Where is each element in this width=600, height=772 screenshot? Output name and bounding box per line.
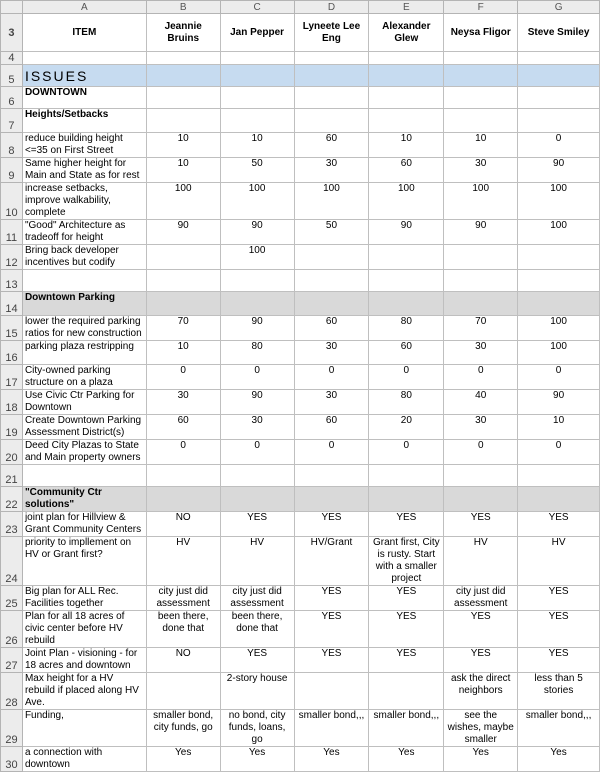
value-cell[interactable] [294, 245, 369, 270]
value-cell[interactable] [294, 109, 369, 133]
item-cell[interactable]: ISSUES [22, 65, 146, 87]
value-cell[interactable]: 0 [146, 440, 220, 465]
table-row [1, 65, 600, 87]
value-cell[interactable]: Yes [220, 747, 294, 772]
column-header-e[interactable]: E [369, 1, 444, 14]
item-cell[interactable]: City-owned parking structure on a plaza [22, 365, 146, 390]
value-cell[interactable]: 0 [220, 365, 294, 390]
value-cell[interactable]: 30 [294, 390, 369, 415]
value-cell[interactable] [220, 87, 294, 109]
value-cell[interactable]: 90 [518, 158, 600, 183]
value-cell[interactable] [146, 109, 220, 133]
value-cell[interactable]: YES [444, 512, 518, 537]
value-cell[interactable]: 60 [146, 415, 220, 440]
row-header[interactable]: 14 [1, 292, 23, 316]
value-cell[interactable]: 80 [369, 390, 444, 415]
value-cell[interactable] [220, 465, 294, 487]
item-cell[interactable]: "Good" Architecture as tradeoff for height [22, 220, 146, 245]
value-cell[interactable] [220, 65, 294, 87]
table-row [1, 440, 600, 465]
value-cell[interactable]: YES [444, 611, 518, 648]
value-cell[interactable]: 100 [444, 183, 518, 220]
table-row [1, 512, 600, 537]
value-cell[interactable] [294, 487, 369, 512]
value-cell[interactable]: YES [518, 586, 600, 611]
table-row [1, 292, 600, 316]
value-cell[interactable] [444, 65, 518, 87]
value-cell[interactable]: Grant first, City is rusty. Start with a smaller project [369, 537, 444, 586]
value-cell[interactable] [444, 245, 518, 270]
value-cell[interactable]: 30 [294, 158, 369, 183]
value-cell[interactable]: YES [369, 648, 444, 673]
value-cell[interactable]: 80 [220, 341, 294, 365]
value-cell[interactable] [146, 87, 220, 109]
value-cell[interactable]: 50 [294, 220, 369, 245]
value-cell[interactable] [294, 65, 369, 87]
value-cell[interactable]: 40 [444, 390, 518, 415]
value-cell[interactable]: 10 [146, 158, 220, 183]
value-cell[interactable]: 30 [444, 415, 518, 440]
value-cell[interactable]: 100 [294, 183, 369, 220]
value-cell[interactable]: 100 [220, 245, 294, 270]
table-row [1, 537, 600, 586]
item-cell[interactable]: a connection with downtown [22, 747, 146, 772]
item-cell[interactable]: Use Civic Ctr Parking for Downtown [22, 390, 146, 415]
value-cell[interactable] [369, 487, 444, 512]
value-cell[interactable] [220, 52, 294, 65]
value-cell[interactable]: city just did assessment [220, 586, 294, 611]
row-header[interactable]: 27 [1, 648, 23, 673]
value-cell[interactable] [220, 292, 294, 316]
value-cell[interactable] [294, 292, 369, 316]
table-row [1, 341, 600, 365]
item-cell[interactable]: priority to impllement on HV or Grant first? [22, 537, 146, 586]
header-cell-alexander-glew[interactable]: Alexander Glew [369, 14, 444, 52]
value-cell[interactable]: 0 [444, 440, 518, 465]
row-header[interactable]: 22 [1, 487, 23, 512]
value-cell[interactable]: 90 [146, 220, 220, 245]
value-cell[interactable] [369, 109, 444, 133]
value-cell[interactable] [369, 65, 444, 87]
table-row [1, 220, 600, 245]
item-cell[interactable] [22, 270, 146, 292]
value-cell[interactable] [146, 673, 220, 710]
value-cell[interactable]: YES [518, 648, 600, 673]
value-cell[interactable]: 100 [518, 183, 600, 220]
value-cell[interactable]: YES [294, 512, 369, 537]
value-cell[interactable]: 100 [518, 341, 600, 365]
value-cell[interactable]: 10 [369, 133, 444, 158]
row-header[interactable]: 18 [1, 390, 23, 415]
item-cell[interactable]: Create Downtown Parking Assessment District(s) [22, 415, 146, 440]
value-cell[interactable] [518, 245, 600, 270]
value-cell[interactable]: 90 [444, 220, 518, 245]
value-cell[interactable] [369, 52, 444, 65]
value-cell[interactable] [518, 65, 600, 87]
value-cell[interactable]: 10 [146, 133, 220, 158]
row-header[interactable]: 17 [1, 365, 23, 390]
item-cell[interactable]: Funding, [22, 710, 146, 747]
value-cell[interactable]: 90 [220, 220, 294, 245]
value-cell[interactable]: see the wishes, maybe smaller [444, 710, 518, 747]
table-row [1, 245, 600, 270]
value-cell[interactable]: Yes [518, 747, 600, 772]
item-cell[interactable] [22, 52, 146, 65]
value-cell[interactable]: 0 [444, 365, 518, 390]
value-cell[interactable]: YES [220, 512, 294, 537]
value-cell[interactable]: smaller bond,,, [369, 710, 444, 747]
value-cell[interactable] [369, 465, 444, 487]
value-cell[interactable]: city just did assessment [146, 586, 220, 611]
value-cell[interactable] [369, 87, 444, 109]
value-cell[interactable] [518, 87, 600, 109]
item-cell[interactable]: Max height for a HV rebuild if placed along HV Ave. [22, 673, 146, 710]
column-header-a[interactable]: A [22, 1, 146, 14]
row-header[interactable]: 26 [1, 611, 23, 648]
value-cell[interactable]: 90 [518, 390, 600, 415]
item-cell[interactable]: parking plaza restripping [22, 341, 146, 365]
select-all-corner[interactable] [1, 1, 23, 14]
value-cell[interactable]: city just did assessment [444, 586, 518, 611]
row-header[interactable]: 16 [1, 341, 23, 365]
value-cell[interactable]: smaller bond,,, [294, 710, 369, 747]
column-header-f[interactable]: F [444, 1, 518, 14]
value-cell[interactable] [444, 270, 518, 292]
table-row [1, 487, 600, 512]
value-cell[interactable] [146, 52, 220, 65]
table-row [1, 158, 600, 183]
row-header[interactable]: 20 [1, 440, 23, 465]
value-cell[interactable]: 30 [444, 158, 518, 183]
table-row [1, 390, 600, 415]
value-cell[interactable] [220, 109, 294, 133]
row-header[interactable]: 8 [1, 133, 23, 158]
value-cell[interactable]: 10 [220, 133, 294, 158]
value-cell[interactable] [220, 487, 294, 512]
item-cell[interactable]: Big plan for ALL Rec. Facilities together [22, 586, 146, 611]
item-cell[interactable]: lower the required parking ratios for new construction [22, 316, 146, 341]
value-cell[interactable]: HV [146, 537, 220, 586]
value-cell[interactable] [518, 109, 600, 133]
header-cell-steve-smiley[interactable]: Steve Smiley [518, 14, 600, 52]
table-row [1, 710, 600, 747]
row-header[interactable]: 21 [1, 465, 23, 487]
value-cell[interactable]: 70 [146, 316, 220, 341]
value-cell[interactable] [146, 270, 220, 292]
value-cell[interactable]: YES [220, 648, 294, 673]
value-cell[interactable] [444, 52, 518, 65]
value-cell[interactable]: 60 [294, 415, 369, 440]
header-row [1, 14, 600, 52]
value-cell[interactable]: 0 [369, 440, 444, 465]
item-cell[interactable]: Plan for all 18 acres of civic center before HV rebuild [22, 611, 146, 648]
row-header[interactable]: 12 [1, 245, 23, 270]
value-cell[interactable]: 30 [444, 341, 518, 365]
value-cell[interactable]: 60 [294, 133, 369, 158]
table-row [1, 270, 600, 292]
value-cell[interactable]: 50 [220, 158, 294, 183]
value-cell[interactable]: 100 [518, 220, 600, 245]
row-header[interactable]: 9 [1, 158, 23, 183]
row-header[interactable]: 28 [1, 673, 23, 710]
value-cell[interactable]: been there, done that [146, 611, 220, 648]
table-row [1, 648, 600, 673]
column-header-row [1, 1, 600, 14]
header-cell-jeannie-bruins[interactable]: Jeannie Bruins [146, 14, 220, 52]
value-cell[interactable] [444, 465, 518, 487]
value-cell[interactable]: 10 [444, 133, 518, 158]
value-cell[interactable]: YES [518, 512, 600, 537]
value-cell[interactable]: 100 [146, 183, 220, 220]
value-cell[interactable]: Yes [444, 747, 518, 772]
row-header[interactable]: 5 [1, 65, 23, 87]
value-cell[interactable] [518, 292, 600, 316]
item-cell[interactable]: Deed City Plazas to State and Main property owners [22, 440, 146, 465]
value-cell[interactable] [146, 245, 220, 270]
value-cell[interactable]: 70 [444, 316, 518, 341]
header-cell-lyneete-lee-eng[interactable]: Lyneete Lee Eng [294, 14, 369, 52]
row-header[interactable]: 30 [1, 747, 23, 772]
row-header[interactable]: 3 [1, 14, 23, 52]
row-header[interactable]: 24 [1, 537, 23, 586]
table-row [1, 365, 600, 390]
value-cell[interactable] [146, 465, 220, 487]
value-cell[interactable]: 0 [518, 133, 600, 158]
value-cell[interactable] [444, 109, 518, 133]
value-cell[interactable]: 10 [518, 415, 600, 440]
value-cell[interactable]: ask the direct neighbors [444, 673, 518, 710]
item-cell[interactable]: Same higher height for Main and State as for rest [22, 158, 146, 183]
value-cell[interactable] [146, 292, 220, 316]
item-cell[interactable]: Bring back developer incentives but codify [22, 245, 146, 270]
value-cell[interactable]: YES [294, 586, 369, 611]
table-row [1, 133, 600, 158]
value-cell[interactable]: 0 [294, 440, 369, 465]
table-row [1, 87, 600, 109]
value-cell[interactable] [146, 65, 220, 87]
value-cell[interactable] [518, 487, 600, 512]
value-cell[interactable] [294, 270, 369, 292]
value-cell[interactable]: 60 [294, 316, 369, 341]
value-cell[interactable]: no bond, city funds, loans, go [220, 710, 294, 747]
row-header[interactable]: 10 [1, 183, 23, 220]
row-header[interactable]: 23 [1, 512, 23, 537]
column-header-g[interactable]: G [518, 1, 600, 14]
value-cell[interactable]: less than 5 stories [518, 673, 600, 710]
value-cell[interactable]: Yes [146, 747, 220, 772]
value-cell[interactable]: 30 [146, 390, 220, 415]
table-row [1, 183, 600, 220]
value-cell[interactable]: YES [294, 648, 369, 673]
value-cell[interactable] [444, 487, 518, 512]
value-cell[interactable]: NO [146, 512, 220, 537]
value-cell[interactable]: YES [294, 611, 369, 648]
table-row [1, 316, 600, 341]
table-row [1, 611, 600, 648]
value-cell[interactable]: 60 [369, 341, 444, 365]
value-cell[interactable]: Yes [369, 747, 444, 772]
value-cell[interactable] [294, 52, 369, 65]
value-cell[interactable]: HV/Grant [294, 537, 369, 586]
table-row [1, 747, 600, 772]
value-cell[interactable] [369, 292, 444, 316]
value-cell[interactable]: YES [518, 611, 600, 648]
value-cell[interactable] [369, 673, 444, 710]
value-cell[interactable]: 0 [518, 365, 600, 390]
table-row [1, 586, 600, 611]
value-cell[interactable]: YES [444, 648, 518, 673]
item-cell[interactable]: DOWNTOWN [22, 87, 146, 109]
item-cell[interactable]: reduce building height <=35 on First Street [22, 133, 146, 158]
value-cell[interactable]: been there, done that [220, 611, 294, 648]
value-cell[interactable]: 10 [146, 341, 220, 365]
value-cell[interactable]: 90 [369, 220, 444, 245]
item-cell[interactable]: Downtown Parking [22, 292, 146, 316]
value-cell[interactable]: 0 [146, 365, 220, 390]
table-row [1, 52, 600, 65]
value-cell[interactable] [294, 87, 369, 109]
value-cell[interactable]: 0 [294, 365, 369, 390]
value-cell[interactable] [369, 245, 444, 270]
value-cell[interactable]: HV [220, 537, 294, 586]
value-cell[interactable]: 0 [369, 365, 444, 390]
value-cell[interactable]: 100 [518, 316, 600, 341]
column-header-d[interactable]: D [294, 1, 369, 14]
value-cell[interactable]: NO [146, 648, 220, 673]
row-header[interactable]: 13 [1, 270, 23, 292]
value-cell[interactable] [444, 292, 518, 316]
value-cell[interactable] [369, 270, 444, 292]
item-cell[interactable]: Heights/Setbacks [22, 109, 146, 133]
value-cell[interactable]: smaller bond,,, [518, 710, 600, 747]
value-cell[interactable]: 90 [220, 316, 294, 341]
value-cell[interactable]: 60 [369, 158, 444, 183]
item-cell[interactable]: joint plan for Hillview & Grant Community Centers [22, 512, 146, 537]
row-header[interactable]: 19 [1, 415, 23, 440]
value-cell[interactable] [518, 52, 600, 65]
header-cell-jan-pepper[interactable]: Jan Pepper [220, 14, 294, 52]
table-row [1, 465, 600, 487]
value-cell[interactable]: YES [369, 611, 444, 648]
value-cell[interactable]: 30 [220, 415, 294, 440]
value-cell[interactable]: YES [369, 586, 444, 611]
value-cell[interactable]: HV [518, 537, 600, 586]
column-header-c[interactable]: C [220, 1, 294, 14]
table-row [1, 673, 600, 710]
column-header-b[interactable]: B [146, 1, 220, 14]
value-cell[interactable]: 90 [220, 390, 294, 415]
value-cell[interactable]: 2-story house [220, 673, 294, 710]
value-cell[interactable]: 100 [369, 183, 444, 220]
value-cell[interactable] [444, 87, 518, 109]
row-header[interactable]: 25 [1, 586, 23, 611]
row-header[interactable]: 4 [1, 52, 23, 65]
value-cell[interactable] [220, 270, 294, 292]
value-cell[interactable] [294, 465, 369, 487]
header-cell-neysa-fligor[interactable]: Neysa Fligor [444, 14, 518, 52]
value-cell[interactable] [518, 465, 600, 487]
row-header[interactable]: 7 [1, 109, 23, 133]
row-header[interactable]: 15 [1, 316, 23, 341]
value-cell[interactable]: 0 [518, 440, 600, 465]
row-header[interactable]: 11 [1, 220, 23, 245]
value-cell[interactable]: Yes [294, 747, 369, 772]
row-header[interactable]: 29 [1, 710, 23, 747]
value-cell[interactable]: YES [369, 512, 444, 537]
table-row [1, 109, 600, 133]
item-cell[interactable]: "Community Ctr solutions" [22, 487, 146, 512]
item-cell[interactable]: increase setbacks, improve walkability, complete [22, 183, 146, 220]
value-cell[interactable]: 30 [294, 341, 369, 365]
value-cell[interactable] [518, 270, 600, 292]
value-cell[interactable]: smaller bond, city funds, go [146, 710, 220, 747]
table-row [1, 415, 600, 440]
value-cell[interactable] [294, 673, 369, 710]
item-cell[interactable] [22, 465, 146, 487]
row-header[interactable]: 6 [1, 87, 23, 109]
value-cell[interactable]: 20 [369, 415, 444, 440]
value-cell[interactable] [146, 487, 220, 512]
value-cell[interactable]: 100 [220, 183, 294, 220]
value-cell[interactable]: 0 [220, 440, 294, 465]
value-cell[interactable]: 80 [369, 316, 444, 341]
value-cell[interactable]: HV [444, 537, 518, 586]
header-cell-item[interactable]: ITEM [22, 14, 146, 52]
item-cell[interactable]: Joint Plan - visioning - for 18 acres and downtown [22, 648, 146, 673]
